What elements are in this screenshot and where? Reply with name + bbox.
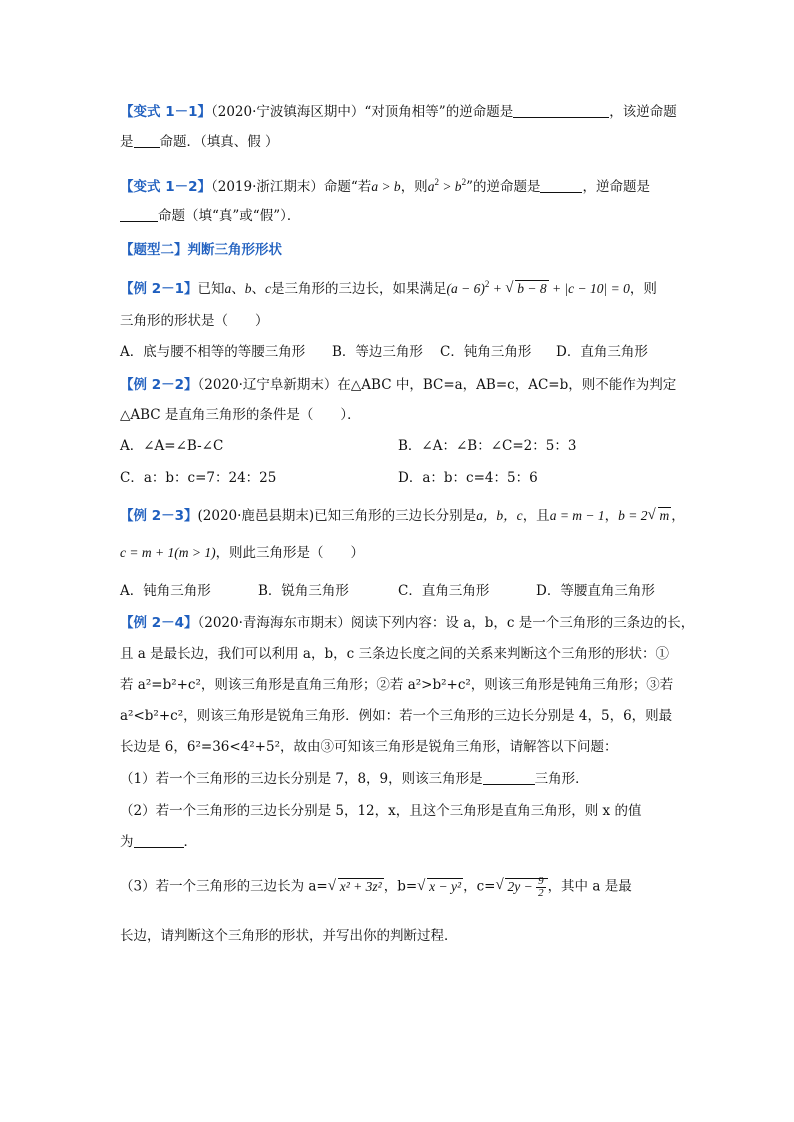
eq-part: + [489, 281, 506, 296]
var-a: a [224, 281, 232, 296]
var-b: b [244, 281, 252, 296]
radicand: x² + 3z² [339, 878, 382, 894]
condition-math: a > b [371, 179, 401, 194]
example-2-3-line-1 [120, 506, 685, 526]
answer-blank[interactable] [540, 178, 582, 193]
option-b[interactable]: B．等边三角形 [332, 344, 423, 360]
condition-equation [447, 281, 630, 296]
exponent: 2 [434, 177, 439, 187]
exponent: 2 [484, 279, 490, 289]
sqrt-a [328, 877, 384, 897]
example-2-4-line-3: 若 a²=b²+c²，则该三角形是直角三角形；②若 a²>b²+c²，则该三角形是钝角三角形；③若 [120, 677, 674, 693]
example-2-3-line-2 [120, 543, 364, 563]
option-a[interactable]: A．钝角三角形 [120, 583, 211, 599]
variant-1-2-text-4: 命题（填“真”或“假”）． [158, 208, 301, 224]
question-1-tail: 三角形． [534, 771, 589, 787]
question-3-text-b: ，b= [383, 878, 418, 895]
variant-1-1-tag: 【变式 1－1】 [120, 104, 211, 120]
option-c[interactable]: C．钝角三角形 [440, 344, 532, 360]
variant-1-1-text-2: 是 [120, 134, 134, 150]
question-1-text: （1）若一个三角形的三边长分别是 7，8，9，则该三角形是 [120, 771, 483, 787]
example-2-3-text-3: ，则此三角形是（ ） [215, 545, 365, 561]
example-2-1-line-2: 三角形的形状是（ ） [120, 313, 269, 329]
example-2-2-line-1 [120, 375, 676, 395]
example-2-1-text: 已知 [197, 281, 225, 297]
option-b[interactable]: B．∠A：∠B：∠C=2：5：3 [398, 438, 577, 454]
option-c[interactable]: C．直角三角形 [398, 583, 490, 599]
example-2-3-tag: 【例 2－3】 [120, 508, 198, 524]
fraction [536, 876, 546, 899]
radicand [505, 875, 547, 899]
question-3-text: （3）若一个三角形的三边长为 a= [120, 878, 328, 895]
variant-1-2-text-2: ”的逆命题是 [466, 179, 541, 195]
example-2-4-line-4: a²<b²+c²，则该三角形是锐角三角形．例如：若一个三角形的三边长分别是 4，5，6，则最 [120, 708, 673, 724]
sqrt-symbol [648, 506, 672, 526]
eq-part: (a − 6) [446, 281, 485, 296]
equation-b [618, 508, 671, 523]
radicand: x − y² [429, 878, 462, 894]
variant-1-1-line-1 [120, 102, 677, 122]
question-3-text-d: ，其中 a 是最 [547, 878, 632, 895]
example-2-2-line-2: △ABC 是直角三角形的条件是（ ）． [120, 407, 361, 423]
denominator: 2 [538, 887, 544, 899]
example-2-1-tag: 【例 2－1】 [120, 281, 198, 297]
variant-1-1-line-2 [120, 132, 279, 152]
var-c: c [265, 281, 271, 296]
answer-blank[interactable] [134, 833, 184, 848]
example-2-4-line-5: 长边是 6，6²=36<4²+5²，故由③可知该三角形是锐角三角形，请解答以下问题： [120, 739, 618, 755]
eq-part: b = 2 [618, 508, 648, 523]
numerator: 9 [538, 875, 544, 887]
sqrt-c [495, 876, 547, 899]
math-gt-b: > b [438, 179, 462, 194]
radicand-part: 2y − [507, 878, 537, 894]
example-2-1-text-3: ，则 [629, 281, 657, 297]
conclusion-math [428, 179, 466, 194]
sqrt-symbol [505, 279, 548, 299]
variant-1-2-line-2 [120, 206, 300, 226]
sqrt-b [417, 877, 463, 897]
example-2-2-tag: 【例 2－2】 [120, 377, 198, 393]
sep: 、 [251, 281, 265, 297]
question-3-line-2: 长边，请判断这个三角形的形状，并写出你的判断过程． [120, 928, 458, 944]
example-2-1-line-1 [120, 274, 657, 299]
question-1 [120, 769, 589, 789]
answer-blank[interactable] [134, 133, 160, 148]
radicand: m [659, 508, 670, 523]
eq-part: + |c − 10| = 0 [548, 281, 630, 296]
question-2-text: 为 [120, 834, 134, 850]
variant-1-2-text-3: ，逆命题是 [582, 179, 650, 195]
example-2-1-text-2: 是三角形的三边长，如果满足 [271, 281, 447, 297]
example-2-4-line-1 [120, 613, 694, 633]
answer-blank[interactable] [120, 207, 158, 222]
variant-1-1-text-tail: ，该逆命题 [609, 104, 677, 120]
answer-blank[interactable] [513, 103, 609, 118]
example-2-4-tag: 【例 2－4】 [120, 615, 198, 631]
example-2-2-text: （2020·辽宁阜新期末）在△ABC 中，BC=a，AB=c，AC=b，则不能作为判定 [197, 377, 677, 393]
question-2-line-1: （2）若一个三角形的三边长分别是 5，12，x，且这个三角形是直角三角形，则 x 的值 [120, 803, 642, 819]
variant-1-2-text: （2019·浙江期末）命题“若 [211, 179, 372, 195]
comma: ， [671, 508, 685, 524]
comma: ， [604, 508, 619, 524]
sep: 、 [231, 281, 245, 297]
variant-1-2-line-1 [120, 172, 650, 197]
example-2-3-text: (2020·鹿邑县期末)已知三角形的三边长分别是 [197, 508, 477, 524]
equation-c: c = m + 1(m > 1) [120, 545, 216, 560]
sides-abc: a，b，c [476, 508, 523, 523]
example-2-4-text: （2020·青海海东市期末）阅读下列内容：设 a，b，c 是一个三角形的三条边的长， [197, 615, 695, 631]
option-b[interactable]: B．锐角三角形 [258, 583, 349, 599]
question-2-end: ． [183, 834, 197, 850]
option-d[interactable]: D．a：b：c=4：5：6 [398, 470, 538, 486]
option-a[interactable]: A．∠A=∠B-∠C [120, 438, 224, 454]
question-3-text-c: ，c= [463, 878, 496, 895]
example-2-3-text-2: ，且 [522, 508, 550, 524]
variant-1-2-tag: 【变式 1－2】 [120, 179, 211, 195]
example-2-4-line-2: 且 a 是最长边，我们可以利用 a，b，c 三条边长度之间的关系来判断这个三角形的形状：① [120, 646, 669, 662]
answer-blank[interactable] [483, 770, 535, 785]
math-a: a [427, 179, 435, 194]
exponent: 2 [461, 177, 467, 187]
question-2-line-2 [120, 832, 197, 852]
equation-a: a = m − 1 [549, 508, 605, 523]
question-3-line-1 [120, 876, 632, 899]
section-heading: 【题型二】判断三角形形状 [120, 242, 282, 258]
option-c[interactable]: C．a：b：c=7：24：25 [120, 470, 277, 486]
variant-1-1-text: （2020·宁波镇海区期中）“对顶角相等”的逆命题是 [211, 104, 514, 120]
option-a[interactable]: A．底与腰不相等的等腰三角形 [120, 344, 306, 360]
option-d[interactable]: D．直角三角形 [556, 344, 648, 360]
option-d[interactable]: D．等腰直角三角形 [536, 583, 655, 599]
variant-1-1-text-3: 命题．（填真、假 ） [159, 134, 279, 150]
radicand: b − 8 [517, 281, 547, 296]
variant-1-2-then: ，则 [400, 179, 428, 195]
